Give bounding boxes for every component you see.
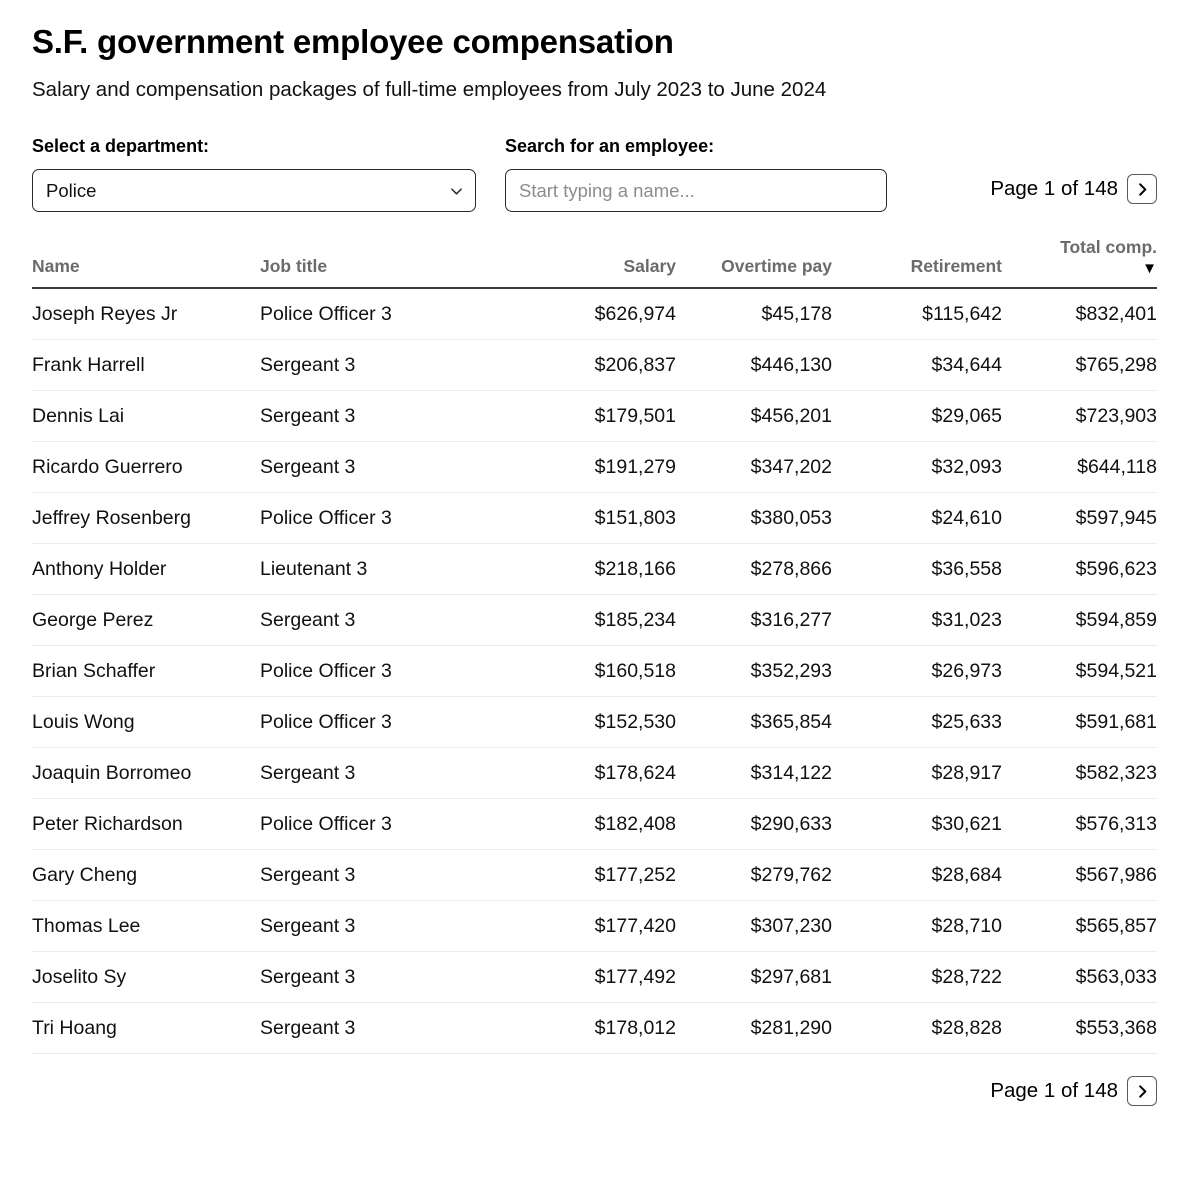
cell-retirement: $30,621 [832, 799, 1002, 850]
cell-salary: $191,279 [496, 442, 676, 493]
cell-retirement: $115,642 [832, 288, 1002, 340]
cell-retirement: $28,722 [832, 952, 1002, 1003]
table-row [32, 646, 1157, 697]
cell-total-comp: $596,623 [1002, 544, 1157, 595]
table-row [32, 850, 1157, 901]
cell-salary: $177,252 [496, 850, 676, 901]
column-header-salary[interactable]: Salary [496, 236, 676, 288]
cell-overtime-pay: $347,202 [676, 442, 832, 493]
controls-row [32, 103, 1157, 212]
cell-overtime-pay: $365,854 [676, 697, 832, 748]
table-row [32, 288, 1157, 340]
table-row [32, 391, 1157, 442]
cell-total-comp: $591,681 [1002, 697, 1157, 748]
search-input[interactable] [505, 169, 887, 212]
cell-overtime-pay: $314,122 [676, 748, 832, 799]
cell-name: Tri Hoang [32, 1003, 260, 1054]
table-body [32, 288, 1157, 1054]
cell-retirement: $31,023 [832, 595, 1002, 646]
column-header-job-title[interactable]: Job title [260, 236, 496, 288]
cell-salary: $626,974 [496, 288, 676, 340]
cell-name: Anthony Holder [32, 544, 260, 595]
cell-retirement: $34,644 [832, 340, 1002, 391]
table-row [32, 544, 1157, 595]
department-filter [32, 135, 476, 212]
cell-overtime-pay: $281,290 [676, 1003, 832, 1054]
cell-overtime-pay: $352,293 [676, 646, 832, 697]
table-row [32, 952, 1157, 1003]
cell-total-comp: $644,118 [1002, 442, 1157, 493]
cell-total-comp: $832,401 [1002, 288, 1157, 340]
cell-salary: $185,234 [496, 595, 676, 646]
column-header-overtime-pay[interactable]: Overtime pay [676, 236, 832, 288]
next-page-button-top[interactable] [1127, 174, 1157, 204]
cell-name: Joselito Sy [32, 952, 260, 1003]
cell-retirement: $28,828 [832, 1003, 1002, 1054]
cell-overtime-pay: $279,762 [676, 850, 832, 901]
cell-total-comp: $553,368 [1002, 1003, 1157, 1054]
column-header-name[interactable]: Name [32, 236, 260, 288]
cell-job-title: Sergeant 3 [260, 1003, 496, 1054]
cell-retirement: $28,710 [832, 901, 1002, 952]
department-select[interactable]: Police [32, 169, 476, 212]
cell-salary: $178,624 [496, 748, 676, 799]
cell-overtime-pay: $307,230 [676, 901, 832, 952]
cell-total-comp: $563,033 [1002, 952, 1157, 1003]
cell-job-title: Sergeant 3 [260, 340, 496, 391]
cell-job-title: Sergeant 3 [260, 952, 496, 1003]
cell-total-comp: $765,298 [1002, 340, 1157, 391]
cell-retirement: $28,684 [832, 850, 1002, 901]
cell-total-comp: $594,859 [1002, 595, 1157, 646]
cell-overtime-pay: $380,053 [676, 493, 832, 544]
cell-job-title: Police Officer 3 [260, 697, 496, 748]
cell-salary: $178,012 [496, 1003, 676, 1054]
cell-total-comp: $565,857 [1002, 901, 1157, 952]
cell-retirement: $32,093 [832, 442, 1002, 493]
cell-retirement: $26,973 [832, 646, 1002, 697]
table-row [32, 901, 1157, 952]
pagination-top [990, 174, 1157, 212]
cell-salary: $177,420 [496, 901, 676, 952]
cell-retirement: $25,633 [832, 697, 1002, 748]
cell-total-comp: $597,945 [1002, 493, 1157, 544]
cell-retirement: $28,917 [832, 748, 1002, 799]
cell-overtime-pay: $297,681 [676, 952, 832, 1003]
cell-overtime-pay: $278,866 [676, 544, 832, 595]
cell-job-title: Sergeant 3 [260, 901, 496, 952]
cell-name: Gary Cheng [32, 850, 260, 901]
cell-overtime-pay: $446,130 [676, 340, 832, 391]
cell-job-title: Police Officer 3 [260, 288, 496, 340]
cell-name: Brian Schaffer [32, 646, 260, 697]
cell-job-title: Sergeant 3 [260, 595, 496, 646]
table-row [32, 697, 1157, 748]
page-indicator-bottom: Page 1 of 148 [990, 1079, 1118, 1102]
employee-search [505, 135, 887, 212]
cell-salary: $218,166 [496, 544, 676, 595]
page-indicator-top: Page 1 of 148 [990, 177, 1118, 200]
table-row [32, 748, 1157, 799]
cell-total-comp: $594,521 [1002, 646, 1157, 697]
cell-job-title: Police Officer 3 [260, 646, 496, 697]
cell-job-title: Lieutenant 3 [260, 544, 496, 595]
cell-overtime-pay: $456,201 [676, 391, 832, 442]
table-row [32, 442, 1157, 493]
chevron-right-icon [1135, 1084, 1150, 1099]
table-row [32, 493, 1157, 544]
cell-total-comp: $576,313 [1002, 799, 1157, 850]
cell-job-title: Police Officer 3 [260, 493, 496, 544]
cell-name: Joseph Reyes Jr [32, 288, 260, 340]
cell-overtime-pay: $45,178 [676, 288, 832, 340]
table-row [32, 1003, 1157, 1054]
cell-job-title: Police Officer 3 [260, 799, 496, 850]
cell-retirement: $29,065 [832, 391, 1002, 442]
column-header-retirement[interactable]: Retirement [832, 236, 1002, 288]
cell-salary: $152,530 [496, 697, 676, 748]
cell-salary: $182,408 [496, 799, 676, 850]
cell-name: Jeffrey Rosenberg [32, 493, 260, 544]
cell-name: George Perez [32, 595, 260, 646]
search-label: Search for an employee: [505, 136, 715, 156]
cell-overtime-pay: $290,633 [676, 799, 832, 850]
cell-salary: $151,803 [496, 493, 676, 544]
table-row [32, 799, 1157, 850]
cell-retirement: $36,558 [832, 544, 1002, 595]
next-page-button-bottom[interactable] [1127, 1076, 1157, 1106]
table-row [32, 340, 1157, 391]
cell-total-comp: $567,986 [1002, 850, 1157, 901]
table-header-row [32, 236, 1157, 288]
column-header-total-comp[interactable]: Total comp. ▼ [1002, 236, 1157, 288]
cell-total-comp: $723,903 [1002, 391, 1157, 442]
department-select-wrapper [32, 169, 476, 212]
cell-total-comp: $582,323 [1002, 748, 1157, 799]
cell-name: Joaquin Borromeo [32, 748, 260, 799]
table-row [32, 595, 1157, 646]
cell-job-title: Sergeant 3 [260, 391, 496, 442]
cell-job-title: Sergeant 3 [260, 442, 496, 493]
cell-name: Thomas Lee [32, 901, 260, 952]
cell-name: Peter Richardson [32, 799, 260, 850]
compensation-table [32, 236, 1157, 1054]
cell-salary: $179,501 [496, 391, 676, 442]
cell-job-title: Sergeant 3 [260, 748, 496, 799]
department-label: Select a department: [32, 136, 210, 156]
cell-salary: $206,837 [496, 340, 676, 391]
page-title: S.F. government employee compensation [32, 23, 674, 60]
chevron-right-icon [1135, 182, 1150, 197]
pagination-bottom [32, 1076, 1157, 1106]
cell-retirement: $24,610 [832, 493, 1002, 544]
cell-name: Dennis Lai [32, 391, 260, 442]
cell-overtime-pay: $316,277 [676, 595, 832, 646]
cell-name: Louis Wong [32, 697, 260, 748]
cell-name: Frank Harrell [32, 340, 260, 391]
cell-job-title: Sergeant 3 [260, 850, 496, 901]
table-head [32, 236, 1157, 288]
cell-salary: $160,518 [496, 646, 676, 697]
sort-descending-icon: ▼ [1142, 260, 1157, 277]
cell-salary: $177,492 [496, 952, 676, 1003]
cell-name: Ricardo Guerrero [32, 442, 260, 493]
page-subtitle: Salary and compensation packages of full-time employees from July 2023 to June 2024 [32, 78, 827, 101]
